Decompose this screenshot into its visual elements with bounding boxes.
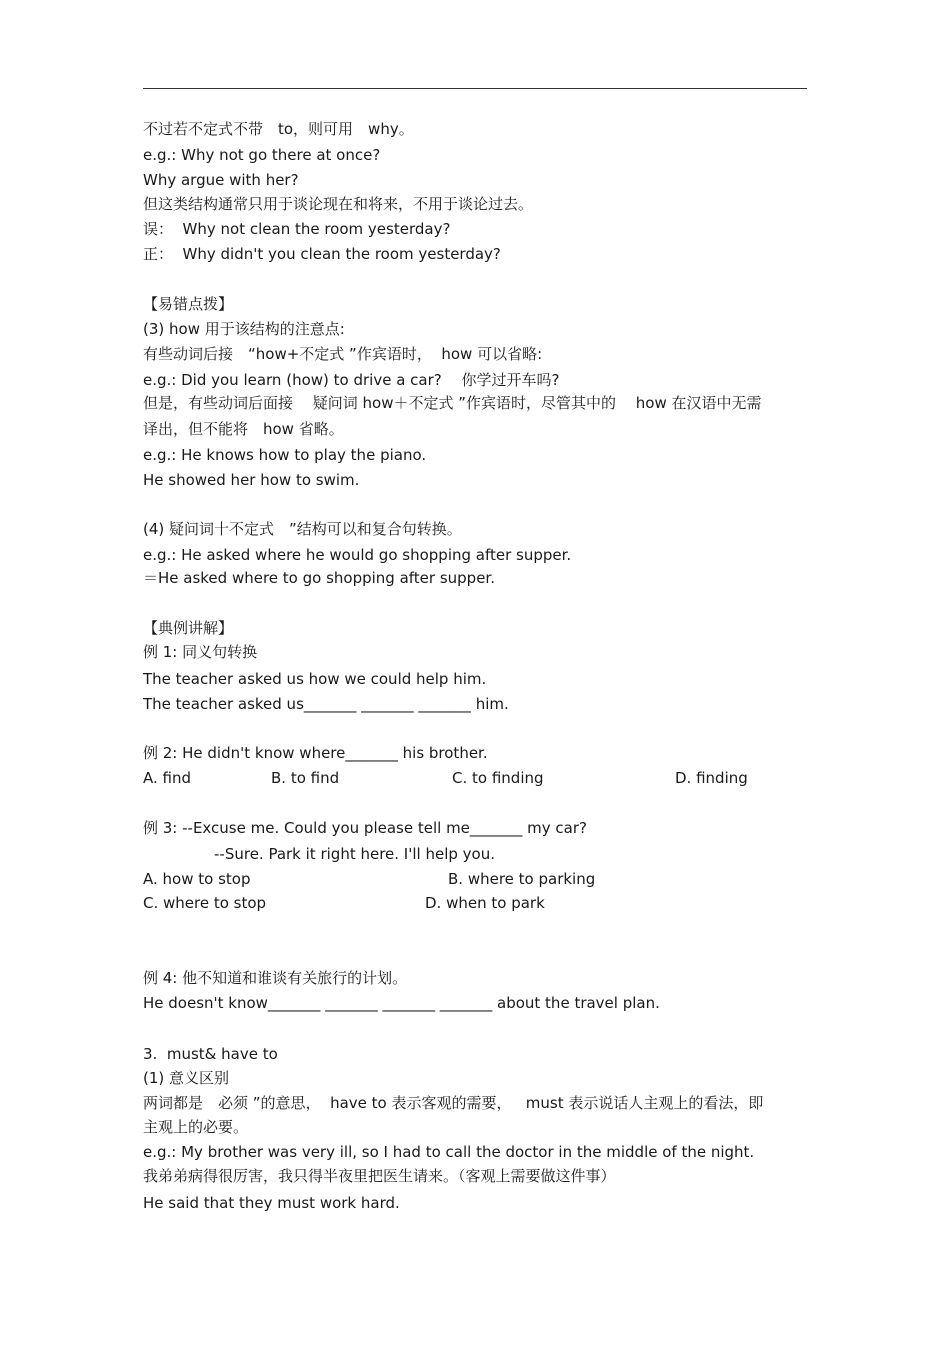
text-line: --Sure. Park it right here. I'll help you. <box>214 845 495 863</box>
option-a: A. find <box>143 769 192 787</box>
text-line: e.g.: Why not go there at once? <box>143 146 381 164</box>
text-line: Why argue with her? <box>143 171 299 189</box>
example-title: 例 3: --Excuse me. Could you please tell me_______ my car? <box>143 819 588 837</box>
text-line: e.g.: He asked where he would go shopping after supper. <box>143 546 572 564</box>
text-line: 我弟弟病得很厉害，我只得半夜里把医生请来。（客观上需要做这件事） <box>143 1167 616 1185</box>
text-line: He doesn't know_______ _______ _______ _______ about the travel plan. <box>143 994 660 1012</box>
section-heading: 【易错点拨】 <box>143 295 234 313</box>
section-heading: 3. must& have to <box>143 1045 278 1063</box>
text-line: 误： Why not clean the room yesterday? <box>143 220 451 238</box>
text-line: He showed her how to swim. <box>143 471 360 489</box>
text-line: 主观上的必要。 <box>143 1118 249 1136</box>
text-line: 译出，但不能将 how 省略。 <box>143 420 344 438</box>
option-d: D. when to park <box>425 894 545 912</box>
text-line: 有些动词后接 “how+不定式 ”作宾语时， how 可以省略: <box>143 345 543 363</box>
example-title: 例 4: 他不知道和谁谈有关旅行的计划。 <box>143 969 408 987</box>
text-line: ＝He asked where to go shopping after supper. <box>143 569 495 587</box>
text-line: 但这类结构通常只用于谈论现在和将来，不用于谈论过去。 <box>143 195 534 213</box>
example-title: 例 1: 同义句转换 <box>143 643 258 661</box>
header-rule <box>143 88 807 89</box>
text-line: 两词都是 必须 ”的意思， have to 表示客观的需要， must 表示说话人主观上的看法，即 <box>143 1094 764 1112</box>
text-line: (1) 意义区别 <box>143 1069 230 1087</box>
text-line: He said that they must work hard. <box>143 1194 400 1212</box>
section-heading: 【典例讲解】 <box>143 619 234 637</box>
text-line: 不过若不定式不带 to，则可用 why。 <box>143 120 414 138</box>
option-b: B. where to parking <box>448 870 596 888</box>
example-title: 例 2: He didn't know where_______ his brother. <box>143 744 488 762</box>
text-line: The teacher asked us how we could help him. <box>143 670 487 688</box>
text-line: 正： Why didn't you clean the room yesterday? <box>143 245 501 263</box>
text-line: e.g.: My brother was very ill, so I had to call the doctor in the middle of the night. <box>143 1143 755 1161</box>
option-d: D. finding <box>675 769 748 787</box>
option-c: C. to finding <box>452 769 544 787</box>
text-line: (4) 疑问词十不定式 ”结构可以和复合句转换。 <box>143 520 462 538</box>
text-line: e.g.: Did you learn (how) to drive a car? 你学过开车吗? <box>143 371 560 389</box>
text-line: e.g.: He knows how to play the piano. <box>143 446 427 464</box>
text-line: 但是，有些动词后面接 疑问词 how＋不定式 ”作宾语时，尽管其中的 how 在汉语中无需 <box>143 394 762 412</box>
option-a: A. how to stop <box>143 870 251 888</box>
option-b: B. to find <box>271 769 340 787</box>
option-c: C. where to stop <box>143 894 267 912</box>
text-line: (3) how 用于该结构的注意点: <box>143 320 345 338</box>
text-line: The teacher asked us_______ _______ _______ him. <box>143 695 509 713</box>
